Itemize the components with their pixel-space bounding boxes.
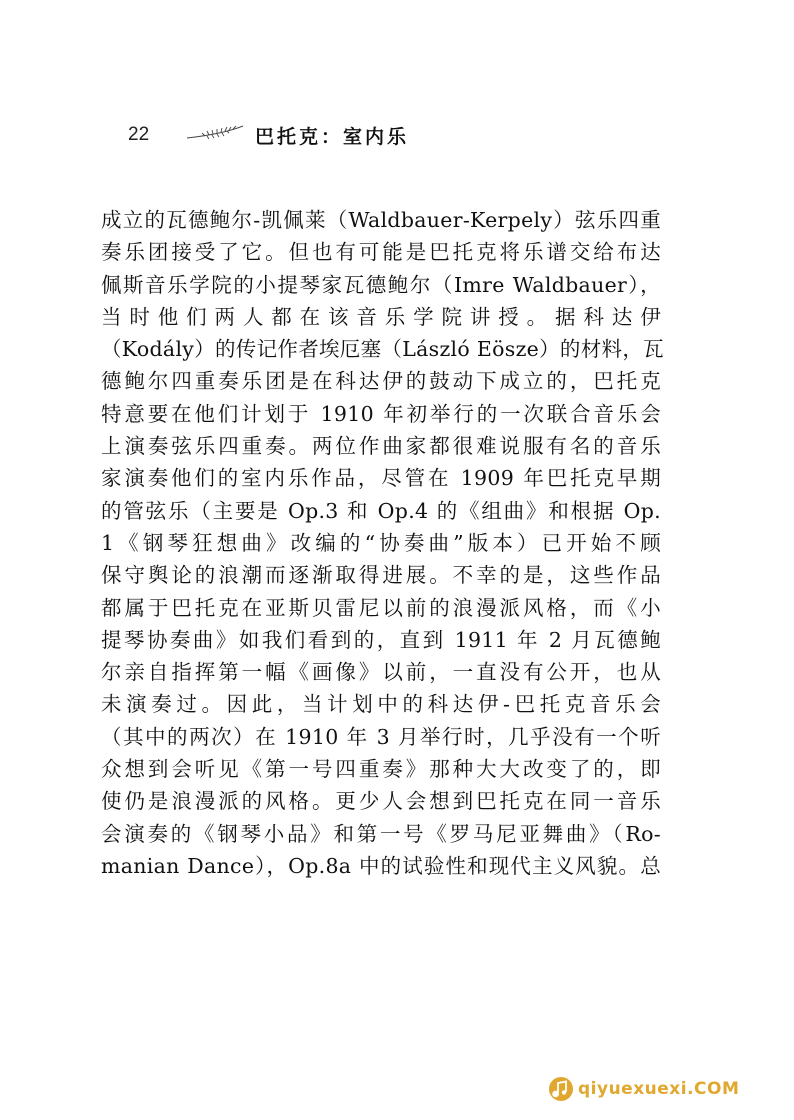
text-line: 会演奏的《钢琴小品》和第一号《罗马尼亚舞曲》（Ro- bbox=[101, 821, 661, 846]
text-line: 尔亲自指挥第一幅《画像》以前，一直没有公开，也从 bbox=[101, 660, 661, 685]
text-line: 都属于巴托克在亚斯贝雷尼以前的浪漫派风格，而《小 bbox=[101, 595, 661, 620]
text-line: 佩斯音乐学院的小提琴家瓦德鲍尔（Imre Waldbauer）， bbox=[101, 272, 661, 297]
text-line: 提琴协奏曲》如我们看到的，直到 1911 年 2 月瓦德鲍 bbox=[101, 627, 661, 652]
watermark-text: qiyuexuexi.COM bbox=[578, 1079, 740, 1099]
body-text bbox=[101, 204, 664, 882]
site-watermark bbox=[548, 1074, 768, 1104]
text-line: 奏乐团接受了它。但也有可能是巴托克将乐谱交给布达 bbox=[101, 240, 661, 265]
text-line: manian Dance），Op.8a 中的试验性和现代主义风貌。总 bbox=[101, 853, 661, 878]
text-line: 当时他们两人都在该音乐学院讲授。据科达伊 bbox=[101, 304, 661, 329]
text-line: 上演奏弦乐四重奏。两位作曲家都很难说服有名的音乐 bbox=[101, 434, 661, 459]
music-note-icon bbox=[548, 1076, 574, 1102]
page-number: 22 bbox=[128, 124, 150, 145]
text-line: （Kodály）的传记作者埃厄塞（László Eösze）的材料，瓦 bbox=[101, 337, 664, 362]
text-line: 家演奏他们的室内乐作品，尽管在 1909 年巴托克早期 bbox=[101, 466, 661, 491]
text-line: 众想到会听见《第一号四重奏》那种大大改变了的，即 bbox=[101, 757, 661, 782]
text-line: 未演奏过。因此，当计划中的科达伊-巴托克音乐会 bbox=[101, 692, 661, 717]
text-line: 使仍是浪漫派的风格。更少人会想到巴托克在同一音乐 bbox=[101, 789, 661, 814]
running-title: 巴托克：室内乐 bbox=[255, 126, 410, 148]
page-header bbox=[128, 120, 528, 152]
text-line: 保守舆论的浪潮而逐渐取得进展。不幸的是，这些作品 bbox=[101, 563, 661, 588]
text-line: 1《钢琴狂想曲》改编的“协奏曲”版本）已开始不顾 bbox=[101, 530, 661, 555]
text-line: （其中的两次）在 1910 年 3 月举行时，几乎没有一个听 bbox=[101, 724, 661, 749]
ornament-icon bbox=[185, 124, 245, 142]
text-line: 的管弦乐（主要是 Op.3 和 Op.4 的《组曲》和根据 Op. bbox=[101, 498, 661, 523]
text-line: 成立的瓦德鲍尔-凯佩莱（Waldbauer-Kerpely）弦乐四重 bbox=[101, 208, 661, 232]
text-line: 德鲍尔四重奏乐团是在科达伊的鼓动下成立的，巴托克 bbox=[101, 369, 661, 394]
text-line: 特意要在他们计划于 1910 年初举行的一次联合音乐会 bbox=[101, 401, 661, 426]
